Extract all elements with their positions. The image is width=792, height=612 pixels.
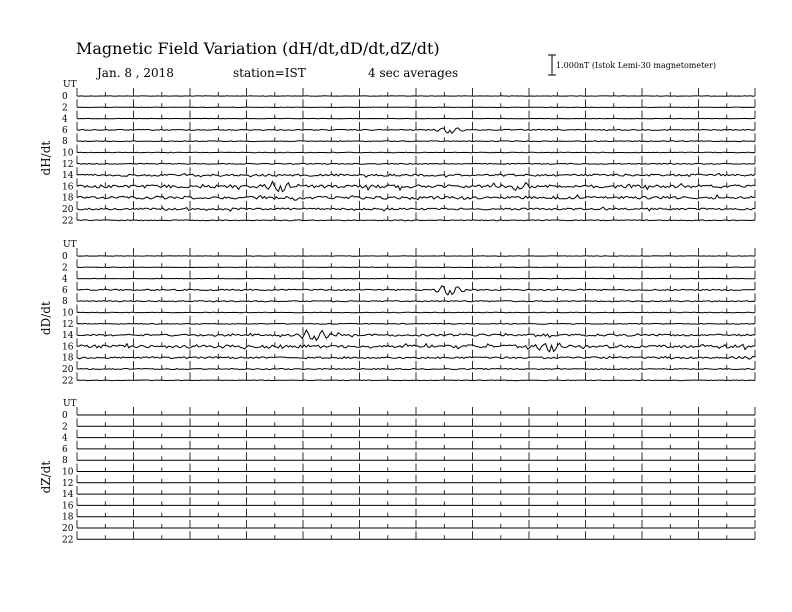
row-label: 22 — [62, 535, 74, 546]
row-label: 8 — [62, 297, 68, 308]
time-ticks — [77, 316, 755, 324]
row-label: 10 — [62, 148, 74, 159]
row-label: 10 — [62, 467, 74, 478]
row-label: 10 — [62, 308, 74, 319]
time-ticks — [77, 452, 755, 460]
row-label: 0 — [62, 411, 68, 421]
ut-label: UT — [63, 399, 77, 409]
time-ticks — [77, 418, 755, 426]
time-ticks — [77, 99, 755, 107]
panel-dD-dt — [39, 240, 755, 386]
time-ticks — [77, 282, 755, 290]
time-ticks — [77, 464, 755, 472]
time-ticks — [77, 248, 755, 256]
scale-bar — [548, 55, 716, 75]
time-ticks — [77, 259, 755, 267]
row-label: 16 — [62, 182, 74, 193]
time-ticks — [77, 190, 755, 198]
row-label: 6 — [62, 444, 68, 455]
row-label: 18 — [62, 353, 74, 364]
trace-line — [77, 380, 755, 381]
chart-title: Magnetic Field Variation (dH/dt,dD/dt,dZ/dt) — [76, 39, 440, 58]
time-ticks — [77, 212, 755, 220]
time-ticks — [77, 156, 755, 164]
row-label: 0 — [62, 92, 68, 102]
row-label: 12 — [62, 478, 74, 489]
trace-line — [77, 323, 755, 324]
trace-line — [77, 301, 755, 302]
panel-name: dH/dt — [39, 140, 53, 176]
row-label: 12 — [62, 319, 74, 330]
time-ticks — [77, 407, 755, 415]
time-ticks — [77, 133, 755, 141]
averages-label: 4 sec averages — [368, 66, 459, 80]
time-ticks — [77, 361, 755, 369]
row-label: 16 — [62, 501, 74, 512]
row-label: 14 — [62, 490, 74, 501]
trace-line — [77, 312, 755, 313]
time-ticks — [77, 338, 755, 346]
time-ticks — [77, 486, 755, 494]
row-label: 14 — [62, 171, 74, 182]
trace-line — [77, 220, 755, 221]
row-label: 8 — [62, 456, 68, 467]
row-label: 18 — [62, 193, 74, 204]
time-ticks — [77, 305, 755, 313]
row-label: 20 — [62, 205, 74, 215]
date-label: Jan. 8 , 2018 — [97, 66, 174, 80]
trace-line — [77, 163, 755, 164]
time-ticks — [77, 111, 755, 119]
row-label: 22 — [62, 216, 74, 227]
row-label: 6 — [62, 285, 68, 296]
time-ticks — [77, 430, 755, 438]
scale-bar-label: 1.000nT (Istok Lemi-30 magnetometer) — [556, 61, 716, 70]
trace-line — [77, 174, 755, 178]
row-label: 2 — [62, 103, 68, 114]
panels-group — [39, 80, 755, 545]
time-ticks — [77, 201, 755, 209]
trace-line — [77, 141, 755, 142]
time-ticks — [77, 497, 755, 505]
row-label: 4 — [62, 114, 68, 125]
panel-dZ-dt — [39, 399, 755, 545]
row-label: 12 — [62, 159, 74, 170]
row-label: 22 — [62, 376, 74, 387]
time-ticks — [77, 178, 755, 186]
time-ticks — [77, 520, 755, 528]
time-ticks — [77, 88, 755, 96]
row-label: 6 — [62, 125, 68, 136]
time-ticks — [77, 122, 755, 130]
time-ticks — [77, 145, 755, 153]
time-ticks — [77, 293, 755, 301]
row-label: 8 — [62, 137, 68, 148]
row-label: 2 — [62, 263, 68, 274]
row-label: 2 — [62, 422, 68, 433]
time-ticks — [77, 475, 755, 483]
panel-dH-dt — [39, 80, 755, 226]
time-ticks — [77, 441, 755, 449]
row-label: 18 — [62, 512, 74, 523]
row-label: 16 — [62, 342, 74, 353]
row-label: 4 — [62, 433, 68, 444]
ut-label: UT — [63, 80, 77, 90]
row-label: 20 — [62, 365, 74, 375]
ut-label: UT — [63, 240, 77, 250]
row-label: 0 — [62, 252, 68, 262]
row-label: 20 — [62, 524, 74, 534]
time-ticks — [77, 271, 755, 279]
trace-line — [77, 152, 755, 153]
panel-name: dZ/dt — [39, 460, 53, 494]
time-ticks — [77, 372, 755, 380]
row-label: 14 — [62, 331, 74, 342]
time-ticks — [77, 509, 755, 517]
row-label: 4 — [62, 274, 68, 285]
station-label: station=IST — [233, 66, 306, 80]
time-ticks — [77, 531, 755, 539]
panel-name: dD/dt — [39, 301, 53, 336]
